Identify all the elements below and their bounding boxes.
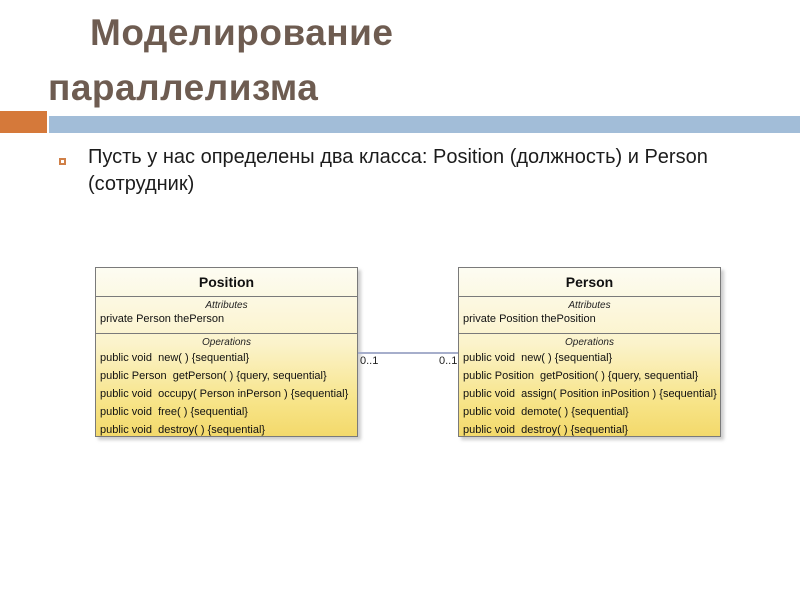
- bullet-text-line-1: Пусть у нас определены два класса: Position (должность) и Person: [88, 146, 708, 168]
- uml-operation: public void assign( Position inPosition ) {sequential}: [463, 388, 717, 400]
- association-multiplicity-right: 0..1: [439, 355, 458, 367]
- uml-operation: public void destroy( ) {sequential}: [463, 424, 629, 436]
- uml-attribute: private Person thePerson: [100, 313, 225, 325]
- uml-class-person-operations-section: [459, 334, 720, 439]
- uml-class-position: [95, 267, 358, 437]
- operations-section-label: Operations: [202, 337, 251, 348]
- uml-operation: public Position getPosition( ) {query, sequential}: [463, 370, 699, 382]
- uml-operation: public void new( ) {sequential}: [463, 352, 613, 364]
- bullet-square-icon: [59, 158, 66, 165]
- uml-attribute: private Position thePosition: [463, 313, 596, 325]
- uml-operation: public void destroy( ) {sequential}: [100, 424, 266, 436]
- uml-operation: public void free( ) {sequential}: [100, 406, 248, 418]
- uml-class-person-attributes-section: [459, 297, 720, 334]
- uml-operation: public void demote( ) {sequential}: [463, 406, 629, 418]
- attributes-section-label: Attributes: [205, 300, 248, 311]
- uml-operation: public void occupy( Person inPerson ) {sequential}: [100, 388, 349, 400]
- uml-operation: public void new( ) {sequential}: [100, 352, 250, 364]
- bullet-paragraph: [88, 144, 778, 198]
- accent-orange-rect: [0, 111, 47, 133]
- operations-section-label: Operations: [565, 337, 614, 348]
- uml-class-person-name: Person: [459, 268, 720, 297]
- uml-class-person: [458, 267, 721, 437]
- uml-operation: public Person getPerson( ) {query, sequential}: [100, 370, 327, 382]
- attributes-section-label: Attributes: [568, 300, 611, 311]
- association-multiplicity-left: 0..1: [360, 355, 379, 367]
- slide-title-line-2: параллелизма: [48, 67, 319, 108]
- slide-title: [48, 5, 393, 115]
- uml-class-position-attributes-section: [96, 297, 357, 334]
- bullet-text-line-2: (сотрудник): [88, 173, 195, 195]
- association-line: [358, 352, 458, 354]
- slide-title-line-1: Моделирование: [90, 12, 394, 53]
- uml-class-position-name: Position: [96, 268, 357, 297]
- accent-blue-bar: [49, 116, 800, 133]
- uml-class-position-operations-section: [96, 334, 357, 439]
